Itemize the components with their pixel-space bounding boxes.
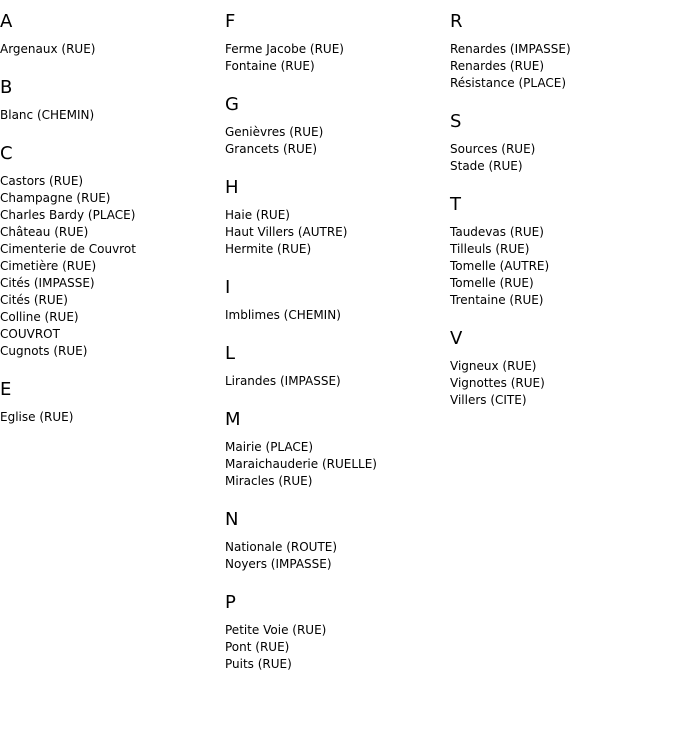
letter-heading: I [225, 277, 231, 298]
street-list [225, 439, 450, 490]
letter-heading: M [225, 409, 241, 430]
street-link-cugnots-rue[interactable]: Cugnots (RUE) [0, 344, 88, 358]
street-list [450, 41, 675, 92]
street-item [0, 409, 225, 426]
street-item [450, 275, 675, 292]
street-link-maraichauderie-ruelle[interactable]: Maraichauderie (RUELLE) [225, 457, 377, 471]
letter-heading: H [225, 177, 239, 198]
street-link-tomelle-autre[interactable]: Tomelle (AUTRE) [450, 259, 550, 273]
street-link-villers-cite[interactable]: Villers (CITE) [450, 393, 527, 407]
street-item [0, 173, 225, 190]
street-list [225, 207, 450, 258]
street-list [0, 173, 225, 360]
street-item [450, 141, 675, 158]
street-item [225, 207, 450, 224]
street-item [0, 309, 225, 326]
street-item [225, 456, 450, 473]
street-link-vignottes-rue[interactable]: Vignottes (RUE) [450, 376, 545, 390]
street-list [450, 224, 675, 309]
street-item [225, 639, 450, 656]
street-item [0, 241, 225, 258]
index-column-2 [225, 0, 450, 692]
street-link-trentaine-rue[interactable]: Trentaine (RUE) [450, 293, 544, 307]
street-link-petite-voie-rue[interactable]: Petite Voie (RUE) [225, 623, 327, 637]
street-list [0, 409, 225, 426]
letter-section-m [225, 409, 450, 490]
street-item [450, 392, 675, 409]
street-link-renardes-impasse[interactable]: Renardes (IMPASSE) [450, 42, 571, 56]
street-link-taudevas-rue[interactable]: Taudevas (RUE) [450, 225, 544, 239]
street-item [225, 58, 450, 75]
street-link-imblimes-chemin[interactable]: Imblimes (CHEMIN) [225, 308, 341, 322]
street-item [0, 224, 225, 241]
street-link-fontaine-rue[interactable]: Fontaine (RUE) [225, 59, 315, 73]
letter-heading: F [225, 11, 236, 32]
street-link-miracles-rue[interactable]: Miracles (RUE) [225, 474, 313, 488]
letter-heading: P [225, 592, 236, 613]
street-item [450, 41, 675, 58]
letter-section-v [450, 328, 675, 409]
street-link-pont-rue[interactable]: Pont (RUE) [225, 640, 290, 654]
letter-section-i [225, 277, 450, 324]
street-link-resistance-place[interactable]: Résistance (PLACE) [450, 76, 566, 90]
street-link-grancets-rue[interactable]: Grancets (RUE) [225, 142, 318, 156]
street-link-puits-rue[interactable]: Puits (RUE) [225, 657, 292, 671]
street-list [450, 358, 675, 409]
street-link-vigneux-rue[interactable]: Vigneux (RUE) [450, 359, 537, 373]
street-list [0, 41, 225, 58]
letter-heading: T [450, 194, 461, 215]
street-item [225, 241, 450, 258]
street-item [0, 258, 225, 275]
letter-section-b [0, 77, 225, 124]
street-item [225, 141, 450, 158]
street-link-cimenterie-de-couvrot[interactable]: Cimenterie de Couvrot [0, 242, 136, 256]
street-item [0, 207, 225, 224]
street-link-couvrot[interactable]: COUVROT [0, 327, 60, 341]
letter-heading: E [0, 379, 12, 400]
street-list [450, 141, 675, 175]
letter-section-r [450, 11, 675, 92]
street-item [0, 41, 225, 58]
letter-heading: N [225, 509, 239, 530]
street-item [225, 373, 450, 390]
letter-heading: R [450, 11, 463, 32]
street-item [0, 275, 225, 292]
street-item [225, 41, 450, 58]
street-link-tomelle-rue[interactable]: Tomelle (RUE) [450, 276, 534, 290]
letter-section-n [225, 509, 450, 573]
street-item [225, 439, 450, 456]
street-item [225, 556, 450, 573]
street-list [225, 373, 450, 390]
street-item [0, 326, 225, 343]
index-column-3 [450, 0, 675, 428]
street-list [225, 622, 450, 673]
street-link-colline-rue[interactable]: Colline (RUE) [0, 310, 79, 324]
street-item [450, 258, 675, 275]
street-item [0, 292, 225, 309]
street-list [225, 307, 450, 324]
street-link-chateau-rue[interactable]: Château (RUE) [0, 225, 89, 239]
letter-heading: C [0, 143, 13, 164]
street-item [450, 75, 675, 92]
letter-section-e [0, 379, 225, 426]
letter-section-t [450, 194, 675, 309]
street-link-ferme-jacobe-rue[interactable]: Ferme Jacobe (RUE) [225, 42, 344, 56]
street-item [225, 224, 450, 241]
street-link-champagne-rue[interactable]: Champagne (RUE) [0, 191, 111, 205]
street-link-mairie-place[interactable]: Mairie (PLACE) [225, 440, 314, 454]
street-link-castors-rue[interactable]: Castors (RUE) [0, 174, 84, 188]
street-link-tilleuls-rue[interactable]: Tilleuls (RUE) [450, 242, 530, 256]
letter-heading: S [450, 111, 462, 132]
street-link-charles-bardy-place[interactable]: Charles Bardy (PLACE) [0, 208, 136, 222]
street-link-genievres-rue[interactable]: Genièvres (RUE) [225, 125, 324, 139]
street-list [225, 124, 450, 158]
street-link-cimetiere-rue[interactable]: Cimetière (RUE) [0, 259, 97, 273]
street-item [225, 539, 450, 556]
letter-section-g [225, 94, 450, 158]
street-item [225, 307, 450, 324]
street-list [225, 41, 450, 75]
street-link-blanc-chemin[interactable]: Blanc (CHEMIN) [0, 108, 95, 122]
letter-heading: V [450, 328, 463, 349]
letter-section-l [225, 343, 450, 390]
letter-section-a [0, 11, 225, 58]
letter-heading: L [225, 343, 236, 364]
street-link-eglise-rue[interactable]: Eglise (RUE) [0, 410, 74, 424]
street-item [0, 190, 225, 207]
street-link-noyers-impasse[interactable]: Noyers (IMPASSE) [225, 557, 332, 571]
letter-heading: G [225, 94, 239, 115]
street-item [450, 241, 675, 258]
street-item [450, 58, 675, 75]
street-item [225, 124, 450, 141]
street-item [450, 158, 675, 175]
index-column-1 [0, 0, 225, 445]
street-link-lirandes-impasse[interactable]: Lirandes (IMPASSE) [225, 374, 341, 388]
street-link-hermite-rue[interactable]: Hermite (RUE) [225, 242, 312, 256]
street-link-nationale-route[interactable]: Nationale (ROUTE) [225, 540, 338, 554]
letter-section-s [450, 111, 675, 175]
street-item [225, 622, 450, 639]
street-link-cites-rue[interactable]: Cités (RUE) [0, 293, 68, 307]
street-list [0, 107, 225, 124]
street-item [225, 656, 450, 673]
letter-section-h [225, 177, 450, 258]
street-item [450, 292, 675, 309]
letter-section-c [0, 143, 225, 360]
street-link-haut-villers-autre[interactable]: Haut Villers (AUTRE) [225, 225, 348, 239]
street-item [0, 343, 225, 360]
street-item [225, 473, 450, 490]
street-item [450, 224, 675, 241]
letter-section-p [225, 592, 450, 673]
letter-section-f [225, 11, 450, 75]
street-link-stade-rue[interactable]: Stade (RUE) [450, 159, 523, 173]
street-link-haie-rue[interactable]: Haie (RUE) [225, 208, 290, 222]
street-item [0, 107, 225, 124]
street-link-renardes-rue[interactable]: Renardes (RUE) [450, 59, 544, 73]
letter-heading: B [0, 77, 13, 98]
street-link-argenaux-rue[interactable]: Argenaux (RUE) [0, 42, 96, 56]
street-link-sources-rue[interactable]: Sources (RUE) [450, 142, 536, 156]
letter-heading: A [0, 11, 13, 32]
street-item [450, 358, 675, 375]
street-item [450, 375, 675, 392]
street-link-cites-impasse[interactable]: Cités (IMPASSE) [0, 276, 95, 290]
street-list [225, 539, 450, 573]
